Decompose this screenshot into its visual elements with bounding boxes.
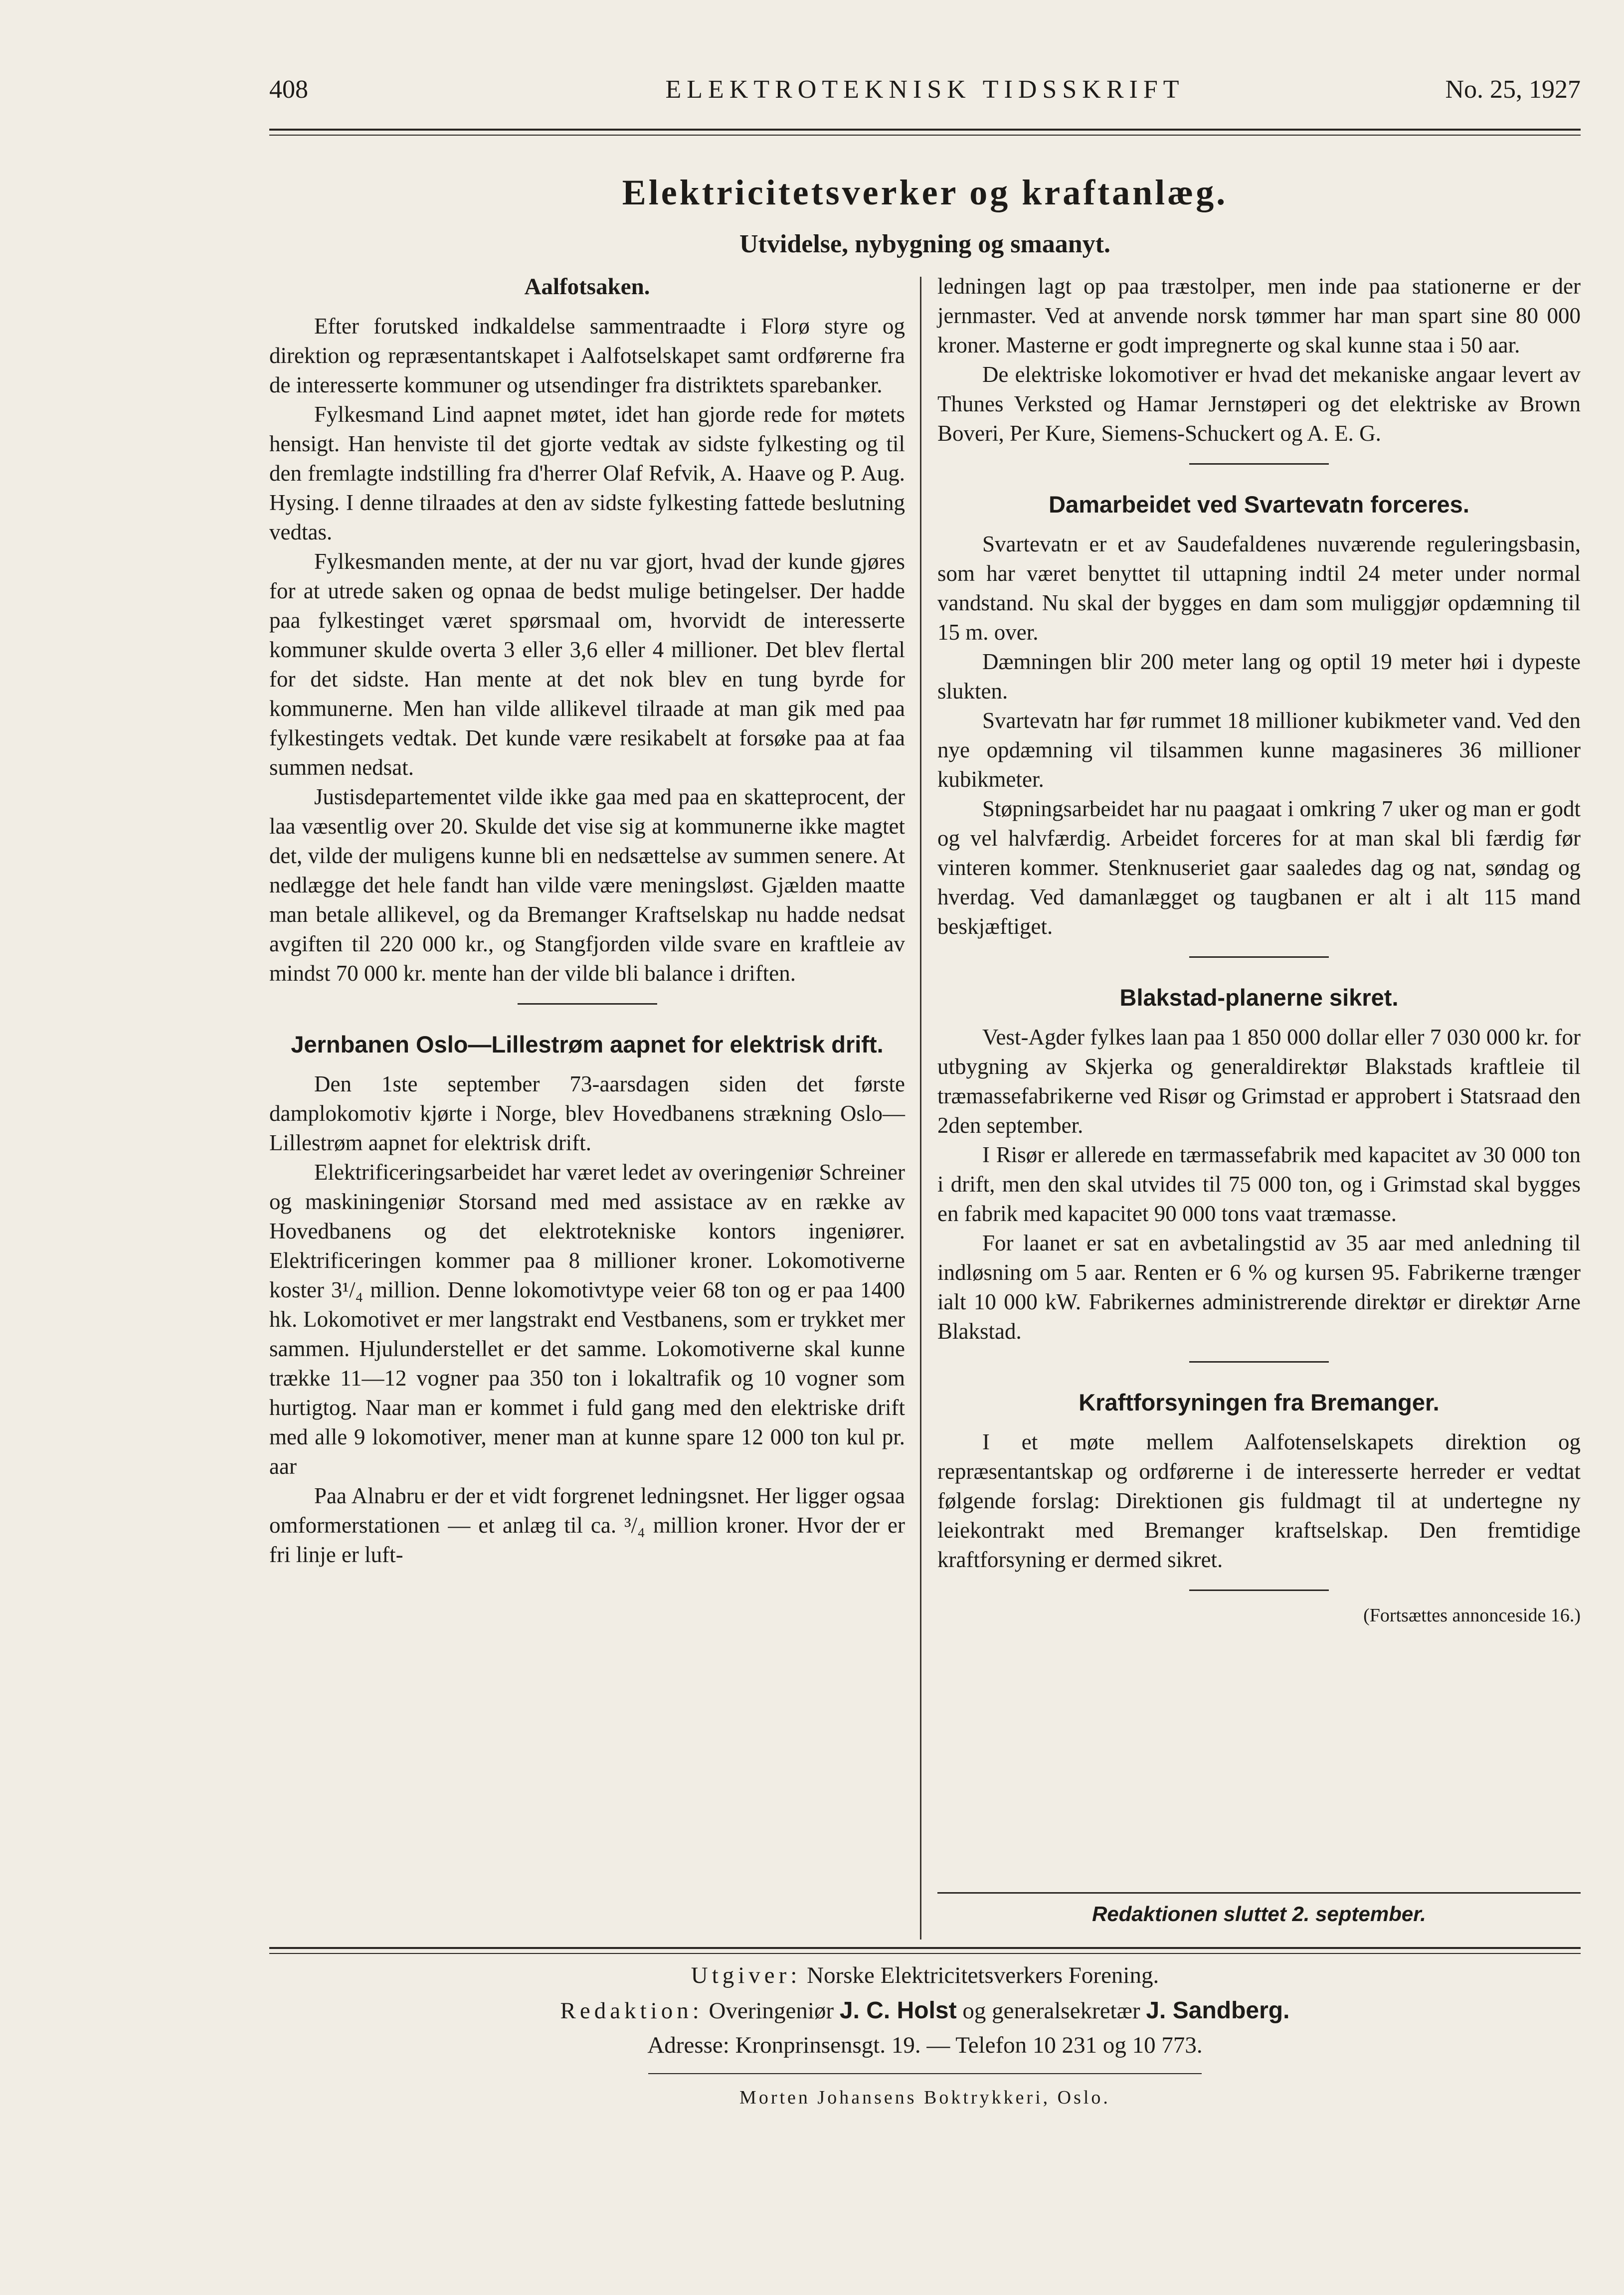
editor-name: J. C. Holst (839, 1997, 957, 2024)
article-paragraph: I Risør er allerede en tærmassefabrik med kapacitet av 30 000 ton i drift, men den skal utvides til 75 000 ton, og i Grimstad skal bygges en fabrik med kapacitet 90 000 tons vaat træmasse. (937, 1142, 1581, 1226)
page-number: 408 (269, 75, 308, 104)
running-head (269, 75, 1581, 110)
article-paragraph: Paa Alnabru er der et vidt forgrenet ledningsnet. Her ligger ogsaa omformerstationen — et anlæg til ca. ³/₄ million kroner. Hvor der er fri linje er luft- (269, 1483, 905, 1567)
editors-label: Redaktion: (560, 1998, 703, 2024)
article-paragraph: ledningen lagt op paa træstolper, men inde paa stationerne er der jernmaster. Ved at anvende norsk tømmer har man spart sine 80 000 kroner. Masterne er godt impregnerte og skal kunne staa i 50 aar. (937, 274, 1581, 357)
article-paragraph: Svartevatn er et av Saudefaldenes nuværende reguleringsbasin, som har været benyttet til uttapning indtil 24 meter under normal vandstand. Nu skal der bygges en dam som muliggjør opdæmning til 15 m. over. (937, 531, 1581, 645)
imprint-address: Adresse: Kronprinsensgt. 19. — Telefon 10 231 og 10 773. (647, 2032, 1203, 2058)
continued-note: (Fortsættes annonceside 16.) (1363, 1605, 1581, 1626)
article-heading-jernbanen: Jernbanen Oslo—Lillestrøm aapnet for elektrisk drift. (291, 1031, 884, 1058)
publisher-name: Norske Elektricitetsverkers Forening. (807, 1962, 1159, 1988)
article-heading-svartevatn: Damarbeidet ved Svartevatn forceres. (1049, 491, 1469, 518)
editors-join: og generalsekretær (962, 1998, 1140, 2024)
imprint-publisher (269, 1962, 1581, 1989)
editors-prefix: Overingeniør (709, 1998, 834, 2024)
section-separator (1189, 1361, 1329, 1363)
issue-number: No. 25, 1927 (1445, 75, 1581, 104)
section-separator (518, 1003, 657, 1005)
article-paragraph: Fylkesmanden mente, at der nu var gjort, hvad der kunde gjøres for at utrede saken og opnaa de bedst mulige betingelser. Der hadde paa fylkestinget været spørsmaal om, hvorvidt de interesserte kommuner skulde overta 3 eller 3,6 eller 4 millioner. Det blev flertal for det sidste. Han mente at det nok blev en tung byrde for kommunerne. Men han vilde allikevel tilraade at man gik med paa fylkestingets vedtak. Det kunde være resikabelt at forsøke paa at faa summen nedsat. (269, 549, 905, 780)
printer-credit: Morten Johansens Boktrykkeri, Oslo. (739, 2087, 1110, 2108)
article-paragraph: I et møte mellem Aalfotenselskapets direktion og repræsentantskap og ordførerne i de interesserte herreder er vedtat følgende forslag: Direktionen gis fuldmagt til at undertegne ny leiekontrakt med Bremanger kraftselskap. Den fremtidige kraftforsyning er dermed sikret. (937, 1429, 1581, 1572)
article-paragraph: Dæmningen blir 200 meter lang og optil 19 meter høi i dypeste slukten. (937, 649, 1581, 704)
header-rule-top (269, 129, 1581, 131)
article-paragraph: Svartevatn har før rummet 18 millioner kubikmeter vand. Ved den nye opdæmning vil tilsammen kunne magasineres 36 millioner kubikmeter. (937, 708, 1581, 792)
section-separator (1189, 1589, 1329, 1591)
section-separator (1189, 463, 1329, 465)
article-paragraph: For laanet er sat en avbetalingstid av 35 aar med anledning til indløsning om 5 aar. Renten er 6 % og kursen 95. Fabrikerne trænger ialt 10 000 kW. Fabrikernes administrerende direktør er direktør Arne Blakstad. (937, 1231, 1581, 1344)
article-heading-bremanger: Kraftforsyningen fra Bremanger. (1079, 1389, 1440, 1415)
editor-name: J. Sandberg. (1146, 1997, 1290, 2024)
journal-title: ELEKTROTEKNISK TIDSSKRIFT (665, 75, 1185, 104)
article-paragraph: Støpningsarbeidet har nu paagaat i omkring 7 uker og man er godt og vel halvfærdig. Arbeidet forceres for at man skal bli færdig før vinteren kommer. Stenknuseriet gaar saaledes dag og nat, søndag og hverdag. Ved damanlægget og taugbanen er alt i alt 115 mand beskjæftiget. (937, 796, 1581, 939)
article-paragraph: Fylkesmand Lind aapnet møtet, idet han gjorde rede for møtets hensigt. Han henviste til det gjorte vedtak av sidste fylkesting og til den fremlagte indstilling fra d'herrer Olaf Refvik, A. Haave og P. Aug. Hysing. I denne tilraades at den av sidste fylkesting fattede beslutning vedtas. (269, 402, 905, 544)
article-paragraph: De elektriske lokomotiver er hvad det mekaniske angaar levert av Thunes Verksted og Hamar Jernstøperi og det elektriske av Brown Boveri, Per Kure, Siemens-Schuckert og A. E. G. (937, 362, 1581, 446)
article-paragraph: Justisdepartementet vilde ikke gaa med paa en skatteprocent, der laa væsentlig over 20. Skulde det vise sig at kommunerne ikke magtet det, vilde der muligens kunne bli en nedsættelse av summen senere. At nedlægge det hele fandt han vilde være meningsløst. Gjælden maatte man betale allikevel, og da Bremanger Kraftselskap nu hadde nedsat avgiften til 220 000 kr., og Stangfjorden vilde svare en kraftleie av mindst 70 000 kr. mente han der vilde bli balance i driften. (269, 784, 905, 986)
imprint-editors (269, 1997, 1581, 2024)
section-title: Elektricitetsverker og kraftanlæg. (622, 173, 1228, 212)
article-paragraph: Elektrificeringsarbeidet har været ledet av overingeniør Schreiner og maskiningeniør Storsand med med assistace av en række av Hovedbanens og det elektrotekniske kontors ingeniører. Elektrificeringen kommer paa 8 millioner kroner. Lokomotiverne koster 3¹/₄ million. Denne lokomotivtype veier 68 ton og er paa 1400 hk. Lokomotivet er mer langstrakt end Vestbanens, som er trykket mer sammen. Hjulunderstellet er det samme. Lokomotiverne skal kunne trække 11—12 vogner paa 350 ton i lokaltrafik og 10 vogner som hurtigtog. Naar man er kommet i fuld gang med den elektriske drift med alle 9 lokomotiver, mener man at kunne spare 12 000 ton kul pr. aar (269, 1160, 905, 1479)
section-subtitle: Utvidelse, nybygning og smaanyt. (739, 230, 1110, 258)
article-heading-blakstad: Blakstad-planerne sikret. (1119, 984, 1399, 1011)
publisher-label: Utgiver: (691, 1962, 801, 1988)
printer-rule (648, 2073, 1202, 2074)
article-heading-aalfotsaken: Aalfotsaken. (524, 274, 650, 300)
footer-rule-bottom (269, 1953, 1581, 1954)
article-paragraph: Den 1ste september 73-aarsdagen siden det første damplokomotiv kjørte i Norge, blev Hovedbanens strækning Oslo—Lillestrøm aapnet for elektrisk drift. (269, 1071, 905, 1155)
footer-rule-top (269, 1947, 1581, 1949)
article-paragraph: Efter forutsked indkaldelse sammentraadte i Florø styre og direktion og repræsentantskapet i Aalfotselskapet samt ordførerne fra de interesserte kommuner og utsendinger fra distriktets sparebanker. (269, 314, 905, 397)
left-column (269, 272, 905, 1570)
editorial-rule-top (937, 1892, 1581, 1894)
editorial-note: Redaktionen sluttet 2. september. (1092, 1902, 1426, 1926)
right-column (937, 272, 1581, 1630)
article-paragraph: Vest-Agder fylkes laan paa 1 850 000 dollar eller 7 030 000 kr. for utbygning av Skjerka og generaldirektør Blakstads kraftleie til træmassefabrikerne ved Risør og Grimstad er approbert i Statsraad den 2den september. (937, 1025, 1581, 1138)
section-separator (1189, 956, 1329, 958)
header-rule-bottom (269, 135, 1581, 136)
column-divider (920, 277, 921, 1940)
